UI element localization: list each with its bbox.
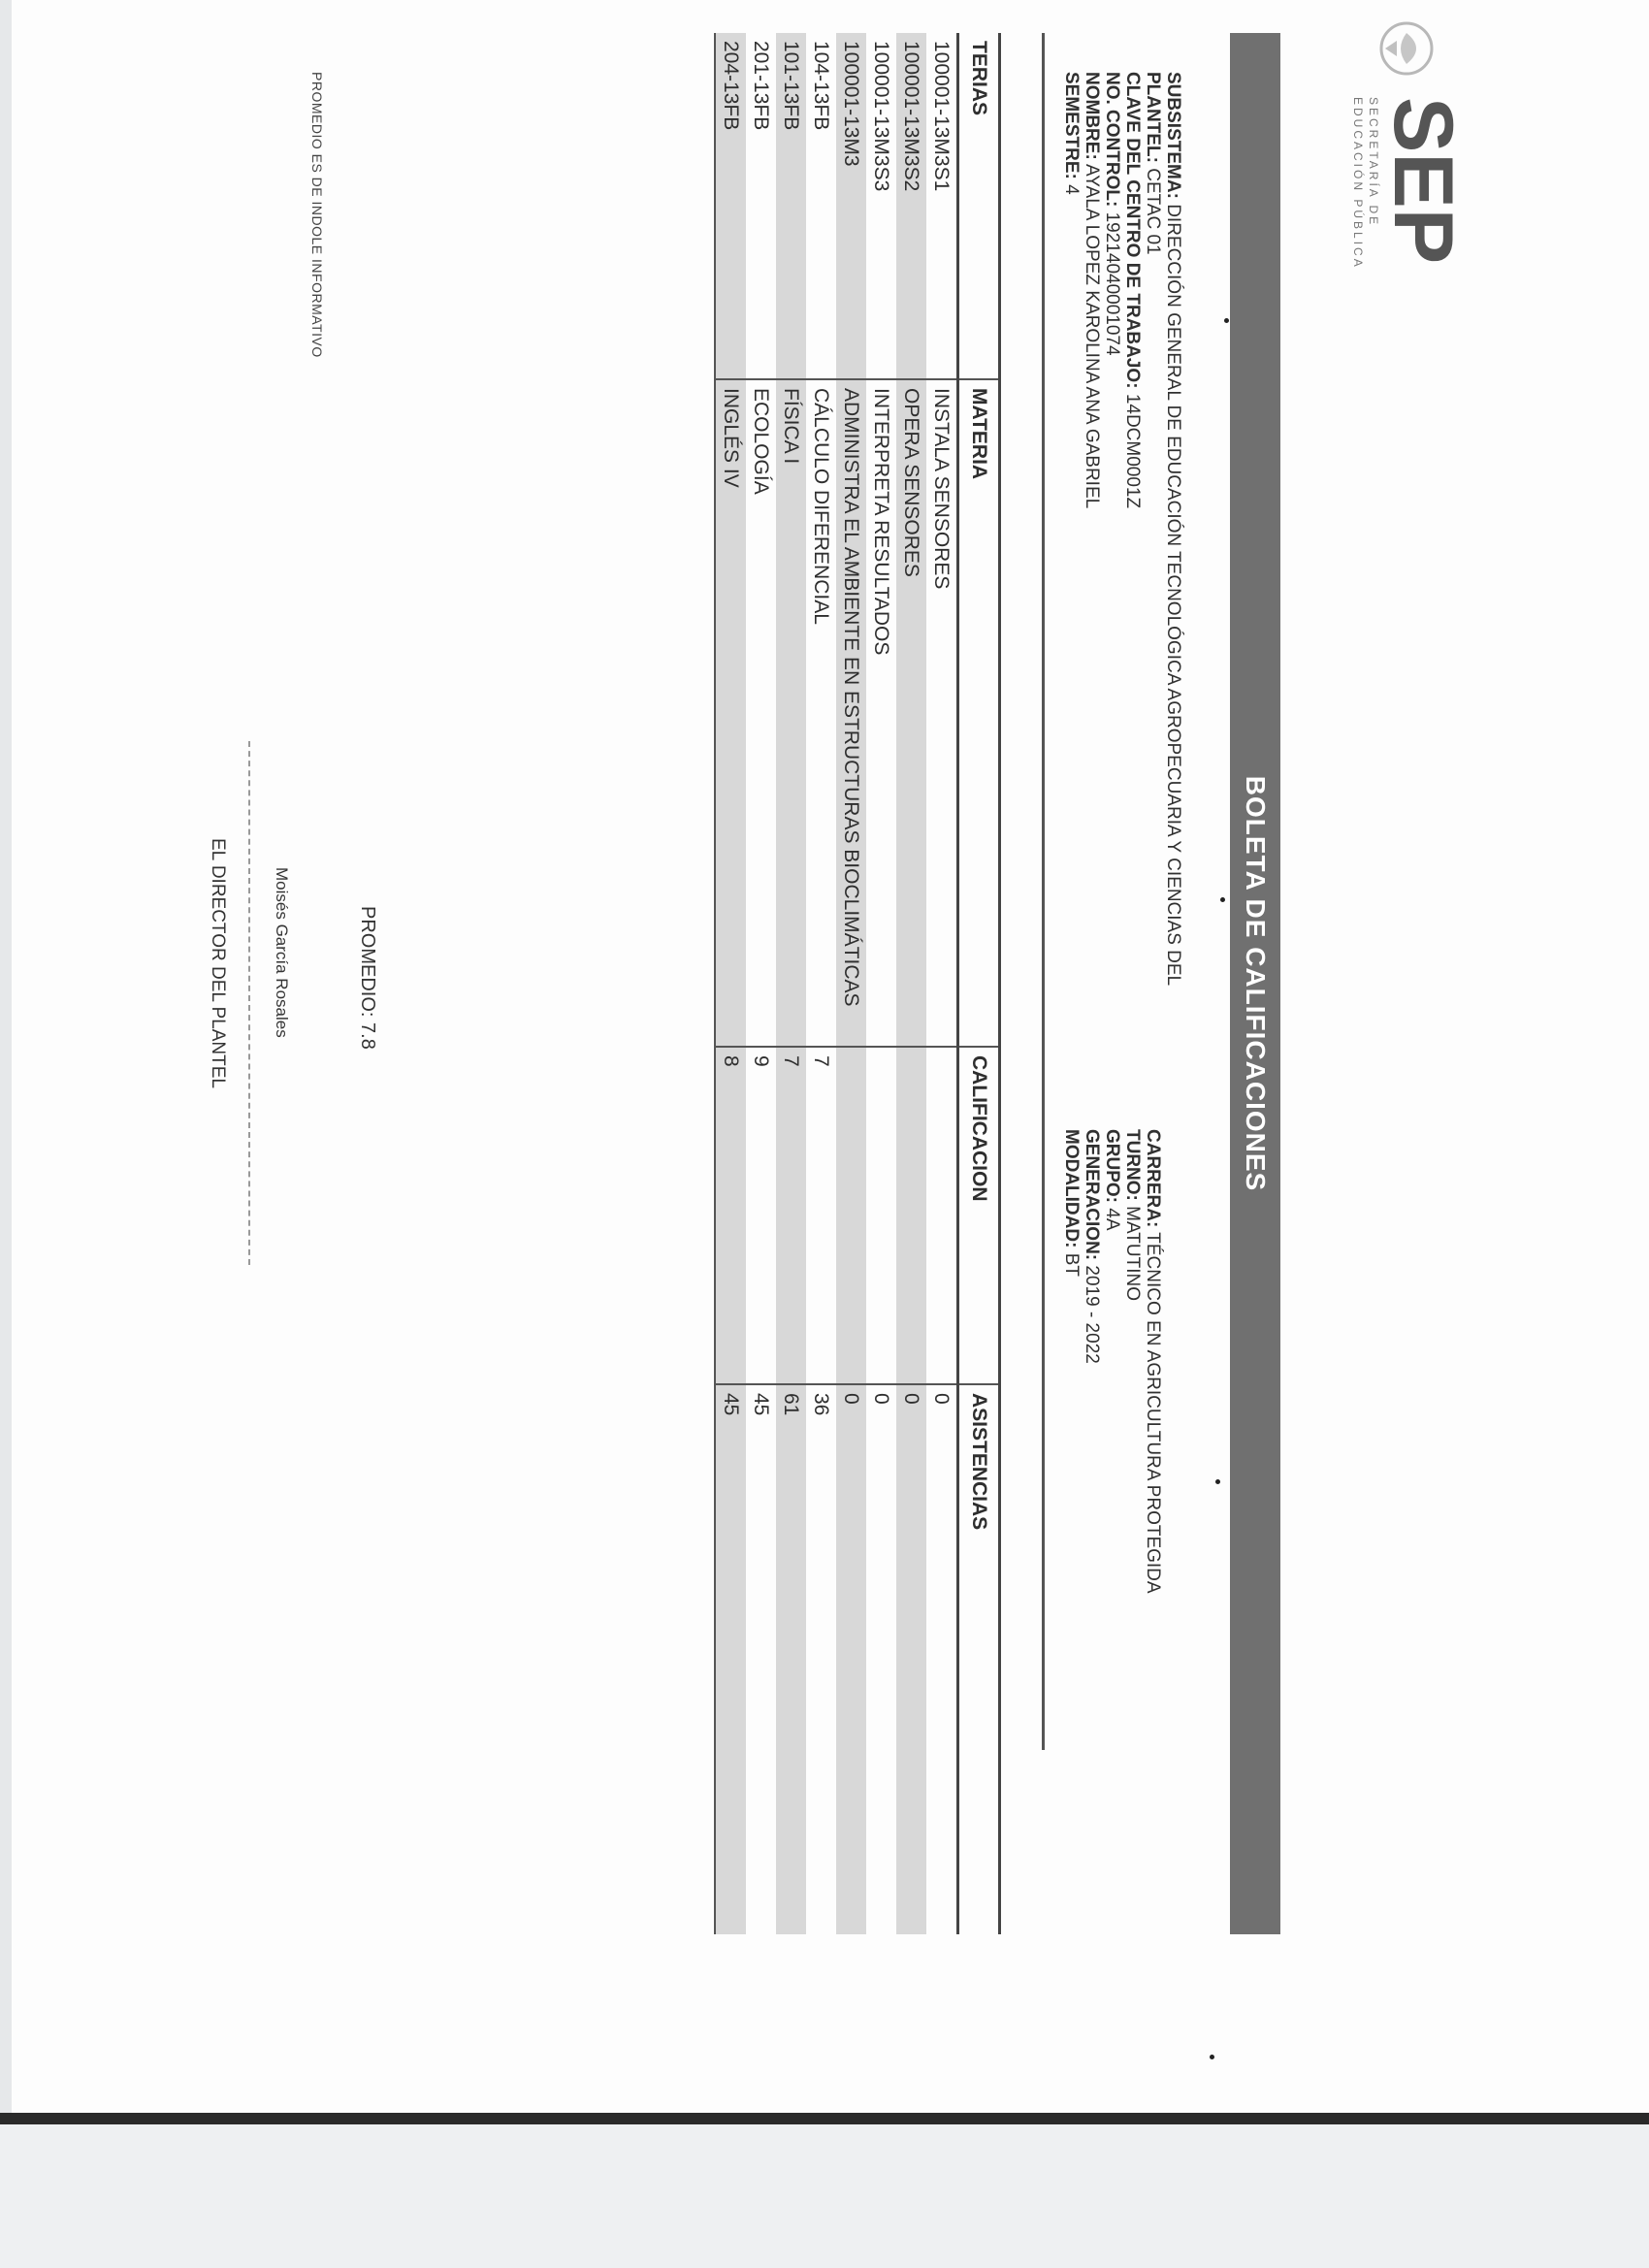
info-row: GRUPO: 4A xyxy=(1102,1129,1122,1231)
logo-line1: SECRETARÍA DE xyxy=(1367,97,1380,228)
average-label: PROMEDIO: xyxy=(357,906,378,1018)
info-row: CLAVE DEL CENTRO DE TRABAJO: 14DCM0001Z xyxy=(1122,72,1143,509)
average-value: 7.8 xyxy=(357,1022,378,1050)
program-info xyxy=(1061,1129,1183,1594)
info-row: CARRERA: TÉCNICO EN AGRICULTURA PROTEGIDA xyxy=(1143,1129,1163,1594)
sep-logo xyxy=(1348,19,1639,369)
logo-acronym: SEP xyxy=(1376,97,1470,265)
table-row: 100001-13M3S3 INTERPRETA RESULTADOS 0 xyxy=(866,33,896,1934)
header-clave: TERIAS xyxy=(958,33,1000,379)
info-row: NOMBRE: AYALA LOPEZ KAROLINA ANA GABRIEL xyxy=(1082,72,1102,509)
table-row: 104-13FB CÁLCULO DIFERENCIAL 7 36 xyxy=(806,33,836,1934)
table-row: 100001-13M3S1 INSTALA SENSORES 0 xyxy=(926,33,958,1934)
header-calificacion: CALIFICACION xyxy=(958,1047,1000,1384)
info-row: GENERACION: 2019 - 2022 xyxy=(1082,1129,1102,1364)
signature-line xyxy=(248,741,250,1265)
report-card xyxy=(116,33,1280,1934)
info-row: NO. CONTROL: 19214040001074 xyxy=(1102,72,1122,356)
table-row: 201-13FB ECOLOGÍA 9 45 xyxy=(746,33,776,1934)
average xyxy=(356,906,378,1050)
info-row: MODALIDAD: BT xyxy=(1061,1129,1082,1277)
table-header xyxy=(958,33,1000,1934)
table-row: 204-13FB INGLÉS IV 8 45 xyxy=(715,33,746,1934)
logo-line2: EDUCACIÓN PÚBLICA xyxy=(1351,97,1365,270)
header-asistencias: ASISTENCIAS xyxy=(958,1384,1000,1934)
student-info xyxy=(1061,72,1183,986)
table-row: 101-13FB FÍSICA I 7 61 xyxy=(776,33,806,1934)
info-row: SUBSISTEMA: DIRECCIÓN GENERAL DE EDUCACIÓN TECNOLÓGICA AGROPECUARIA Y CIENCIAS DEL xyxy=(1163,72,1183,987)
info-row xyxy=(1163,1129,1183,1594)
director-title: EL DIRECTOR DEL PLANTEL xyxy=(208,838,228,1088)
info-row: TURNO: MATUTINO xyxy=(1122,1129,1143,1301)
grades-table xyxy=(714,33,1001,1934)
informative-note: PROMEDIO ES DE INDOLE INFORMATIVO xyxy=(309,72,325,358)
page-title: BOLETA DE CALIFICACIONES xyxy=(1230,33,1280,1934)
scan-gutter xyxy=(0,0,12,2124)
director-name: Moisés García Rosales xyxy=(273,867,291,1038)
eagle-seal-icon xyxy=(1381,23,1432,74)
info-row: SEMESTRE: 4 xyxy=(1061,72,1082,195)
table-row: 100001-13M3 ADMINISTRA EL AMBIENTE EN ESTRUCTURAS BIOCLIMÁTICAS 0 xyxy=(836,33,866,1934)
scan-strip xyxy=(0,2124,1649,2268)
divider xyxy=(1042,33,1045,1750)
header-materia: MATERIA xyxy=(958,379,1000,1047)
scan-speck xyxy=(1210,2055,1214,2059)
info-row: PLANTEL: CETAC 01 xyxy=(1143,72,1163,255)
table-row: 100001-13M3S2 OPERA SENSORES 0 xyxy=(896,33,926,1934)
